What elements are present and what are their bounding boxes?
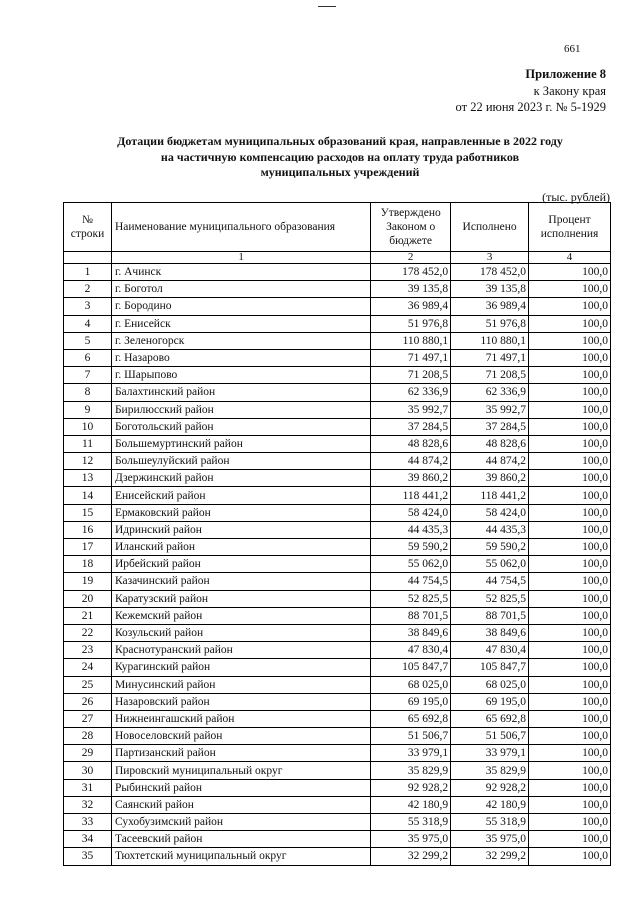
executed-amount-cell: 69 195,0	[451, 693, 529, 710]
approved-amount-cell: 47 830,4	[371, 642, 451, 659]
approved-amount-cell: 44 754,5	[371, 573, 451, 590]
annex-title: Приложение 8	[525, 67, 606, 81]
municipality-name-cell: Рыбинский район	[111, 779, 370, 796]
municipality-name-cell: Енисейский район	[111, 487, 370, 504]
approved-amount-cell: 32 299,2	[371, 848, 451, 865]
execution-percent-cell: 100,0	[529, 796, 611, 813]
approved-amount-cell: 39 860,2	[371, 470, 451, 487]
table-row	[64, 401, 611, 418]
executed-amount-cell: 48 828,6	[451, 435, 529, 452]
executed-amount-cell: 178 452,0	[451, 264, 529, 281]
executed-amount-cell: 42 180,9	[451, 796, 529, 813]
row-number-cell: 17	[64, 539, 112, 556]
table-row	[64, 298, 611, 315]
row-number-cell: 5	[64, 332, 112, 349]
row-number-cell: 3	[64, 298, 112, 315]
execution-percent-cell: 100,0	[529, 435, 611, 452]
row-number-cell: 23	[64, 642, 112, 659]
executed-amount-cell: 65 692,8	[451, 710, 529, 727]
execution-percent-cell: 100,0	[529, 539, 611, 556]
table-row	[64, 848, 611, 865]
approved-amount-cell: 33 979,1	[371, 745, 451, 762]
annex-block	[456, 66, 606, 116]
annex-line-1: к Закону края	[533, 83, 606, 98]
page-number: 661	[564, 43, 581, 55]
table-row	[64, 521, 611, 538]
approved-amount-cell: 71 497,1	[371, 349, 451, 366]
row-number-cell: 12	[64, 453, 112, 470]
approved-amount-cell: 44 874,2	[371, 453, 451, 470]
municipality-name-cell: Курагинский район	[111, 659, 370, 676]
municipality-name-cell: Минусинский район	[111, 676, 370, 693]
execution-percent-cell: 100,0	[529, 298, 611, 315]
executed-amount-cell: 55 062,0	[451, 556, 529, 573]
header-executed: Исполнено	[451, 203, 529, 252]
execution-percent-cell: 100,0	[529, 487, 611, 504]
approved-amount-cell: 48 828,6	[371, 435, 451, 452]
column-number: 3	[451, 252, 529, 264]
table-row	[64, 796, 611, 813]
executed-amount-cell: 88 701,5	[451, 607, 529, 624]
executed-amount-cell: 44 435,3	[451, 521, 529, 538]
executed-amount-cell: 35 975,0	[451, 831, 529, 848]
row-number-cell: 13	[64, 470, 112, 487]
table-header-row	[64, 203, 611, 252]
table-row	[64, 264, 611, 281]
table-row	[64, 693, 611, 710]
row-number-cell: 32	[64, 796, 112, 813]
table-row	[64, 624, 611, 641]
execution-percent-cell: 100,0	[529, 762, 611, 779]
document-title-line-1: Дотации бюджетам муниципальных образований края, направленные в 2022 году	[117, 134, 563, 148]
table-row	[64, 590, 611, 607]
execution-percent-cell: 100,0	[529, 401, 611, 418]
executed-amount-cell: 105 847,7	[451, 659, 529, 676]
municipality-name-cell: г. Назарово	[111, 349, 370, 366]
table-row	[64, 435, 611, 452]
approved-amount-cell: 38 849,6	[371, 624, 451, 641]
approved-amount-cell: 39 135,8	[371, 281, 451, 298]
document-title	[60, 134, 620, 181]
execution-percent-cell: 100,0	[529, 281, 611, 298]
executed-amount-cell: 55 318,9	[451, 814, 529, 831]
execution-percent-cell: 100,0	[529, 624, 611, 641]
header-percent: Процент исполнения	[529, 203, 611, 252]
municipality-name-cell: Новоселовский район	[111, 728, 370, 745]
row-number-cell: 2	[64, 281, 112, 298]
executed-amount-cell: 33 979,1	[451, 745, 529, 762]
row-number-cell: 30	[64, 762, 112, 779]
municipality-name-cell: Кежемский район	[111, 607, 370, 624]
header-approved: Утверждено Законом о бюджете	[371, 203, 451, 252]
municipality-name-cell: Пировский муниципальный округ	[111, 762, 370, 779]
row-number-cell: 14	[64, 487, 112, 504]
executed-amount-cell: 110 880,1	[451, 332, 529, 349]
table-row	[64, 710, 611, 727]
execution-percent-cell: 100,0	[529, 504, 611, 521]
column-number: 2	[371, 252, 451, 264]
approved-amount-cell: 58 424,0	[371, 504, 451, 521]
table-row	[64, 745, 611, 762]
executed-amount-cell: 51 506,7	[451, 728, 529, 745]
execution-percent-cell: 100,0	[529, 418, 611, 435]
municipality-name-cell: Идринский район	[111, 521, 370, 538]
municipality-name-cell: Саянский район	[111, 796, 370, 813]
approved-amount-cell: 62 336,9	[371, 384, 451, 401]
executed-amount-cell: 71 208,5	[451, 367, 529, 384]
table-row	[64, 539, 611, 556]
execution-percent-cell: 100,0	[529, 315, 611, 332]
header-row-no: № строки	[64, 203, 112, 252]
executed-amount-cell: 59 590,2	[451, 539, 529, 556]
row-number-cell: 1	[64, 264, 112, 281]
table-row	[64, 814, 611, 831]
approved-amount-cell: 52 825,5	[371, 590, 451, 607]
executed-amount-cell: 39 135,8	[451, 281, 529, 298]
municipality-name-cell: Балахтинский район	[111, 384, 370, 401]
column-number	[64, 252, 112, 264]
execution-percent-cell: 100,0	[529, 607, 611, 624]
table-row	[64, 470, 611, 487]
row-number-cell: 35	[64, 848, 112, 865]
row-number-cell: 20	[64, 590, 112, 607]
row-number-cell: 28	[64, 728, 112, 745]
executed-amount-cell: 32 299,2	[451, 848, 529, 865]
table-row	[64, 556, 611, 573]
table-row	[64, 367, 611, 384]
execution-percent-cell: 100,0	[529, 556, 611, 573]
document-title-line-3: муниципальных учреждений	[260, 165, 420, 179]
municipality-name-cell: Большеулуйский район	[111, 453, 370, 470]
table-row	[64, 642, 611, 659]
table-row	[64, 504, 611, 521]
execution-percent-cell: 100,0	[529, 384, 611, 401]
approved-amount-cell: 88 701,5	[371, 607, 451, 624]
municipality-name-cell: Краснотуранский район	[111, 642, 370, 659]
municipality-name-cell: Казачинский район	[111, 573, 370, 590]
executed-amount-cell: 52 825,5	[451, 590, 529, 607]
approved-amount-cell: 51 976,8	[371, 315, 451, 332]
row-number-cell: 11	[64, 435, 112, 452]
approved-amount-cell: 110 880,1	[371, 332, 451, 349]
executed-amount-cell: 44 754,5	[451, 573, 529, 590]
approved-amount-cell: 35 992,7	[371, 401, 451, 418]
approved-amount-cell: 59 590,2	[371, 539, 451, 556]
municipality-name-cell: г. Зеленогорск	[111, 332, 370, 349]
municipality-name-cell: г. Енисейск	[111, 315, 370, 332]
execution-percent-cell: 100,0	[529, 745, 611, 762]
municipality-name-cell: Иланский район	[111, 539, 370, 556]
executed-amount-cell: 71 497,1	[451, 349, 529, 366]
table-row	[64, 659, 611, 676]
table-row	[64, 607, 611, 624]
row-number-cell: 26	[64, 693, 112, 710]
table-row	[64, 332, 611, 349]
municipality-name-cell: Тасеевский район	[111, 831, 370, 848]
table-row	[64, 573, 611, 590]
execution-percent-cell: 100,0	[529, 728, 611, 745]
execution-percent-cell: 100,0	[529, 710, 611, 727]
execution-percent-cell: 100,0	[529, 659, 611, 676]
document-title-line-2: на частичную компенсацию расходов на оплату труда работников	[160, 149, 520, 164]
row-number-cell: 4	[64, 315, 112, 332]
executed-amount-cell: 38 849,6	[451, 624, 529, 641]
municipality-name-cell: Нижнеингашский район	[111, 710, 370, 727]
units-label: (тыс. рублей)	[542, 190, 610, 204]
execution-percent-cell: 100,0	[529, 831, 611, 848]
table-row	[64, 453, 611, 470]
executed-amount-cell: 62 336,9	[451, 384, 529, 401]
municipality-name-cell: Дзержинский район	[111, 470, 370, 487]
approved-amount-cell: 178 452,0	[371, 264, 451, 281]
row-number-cell: 29	[64, 745, 112, 762]
row-number-cell: 15	[64, 504, 112, 521]
table-row	[64, 487, 611, 504]
execution-percent-cell: 100,0	[529, 264, 611, 281]
column-number: 1	[111, 252, 370, 264]
municipality-name-cell: Назаровский район	[111, 693, 370, 710]
approved-amount-cell: 55 318,9	[371, 814, 451, 831]
row-number-cell: 8	[64, 384, 112, 401]
table-row	[64, 676, 611, 693]
table-row	[64, 418, 611, 435]
row-number-cell: 6	[64, 349, 112, 366]
table-row	[64, 349, 611, 366]
row-number-cell: 16	[64, 521, 112, 538]
table-row	[64, 384, 611, 401]
table-row	[64, 762, 611, 779]
municipality-name-cell: г. Боготол	[111, 281, 370, 298]
row-number-cell: 18	[64, 556, 112, 573]
row-number-cell: 34	[64, 831, 112, 848]
approved-amount-cell: 105 847,7	[371, 659, 451, 676]
executed-amount-cell: 35 829,9	[451, 762, 529, 779]
executed-amount-cell: 39 860,2	[451, 470, 529, 487]
executed-amount-cell: 47 830,4	[451, 642, 529, 659]
row-number-cell: 27	[64, 710, 112, 727]
execution-percent-cell: 100,0	[529, 693, 611, 710]
municipality-name-cell: Ермаковский район	[111, 504, 370, 521]
table-row	[64, 779, 611, 796]
municipality-name-cell: г. Ачинск	[111, 264, 370, 281]
approved-amount-cell: 35 975,0	[371, 831, 451, 848]
row-number-cell: 22	[64, 624, 112, 641]
approved-amount-cell: 51 506,7	[371, 728, 451, 745]
column-number: 4	[529, 252, 611, 264]
municipality-name-cell: г. Бородино	[111, 298, 370, 315]
annex-line-2: от 22 июня 2023 г. № 5-1929	[455, 100, 606, 114]
table-row	[64, 281, 611, 298]
approved-amount-cell: 69 195,0	[371, 693, 451, 710]
approved-amount-cell: 55 062,0	[371, 556, 451, 573]
municipality-name-cell: Боготольский район	[111, 418, 370, 435]
execution-percent-cell: 100,0	[529, 349, 611, 366]
execution-percent-cell: 100,0	[529, 848, 611, 865]
top-dash-mark	[318, 6, 336, 7]
execution-percent-cell: 100,0	[529, 521, 611, 538]
municipality-name-cell: Тюхтетский муниципальный округ	[111, 848, 370, 865]
approved-amount-cell: 92 928,2	[371, 779, 451, 796]
execution-percent-cell: 100,0	[529, 332, 611, 349]
approved-amount-cell: 68 025,0	[371, 676, 451, 693]
execution-percent-cell: 100,0	[529, 590, 611, 607]
table-body	[64, 264, 611, 866]
row-number-cell: 25	[64, 676, 112, 693]
table-row	[64, 728, 611, 745]
header-name: Наименование муниципального образования	[111, 203, 370, 252]
executed-amount-cell: 58 424,0	[451, 504, 529, 521]
municipality-name-cell: Бирилюсский район	[111, 401, 370, 418]
execution-percent-cell: 100,0	[529, 642, 611, 659]
execution-percent-cell: 100,0	[529, 470, 611, 487]
approved-amount-cell: 37 284,5	[371, 418, 451, 435]
row-number-cell: 10	[64, 418, 112, 435]
executed-amount-cell: 92 928,2	[451, 779, 529, 796]
municipality-name-cell: Ирбейский район	[111, 556, 370, 573]
approved-amount-cell: 42 180,9	[371, 796, 451, 813]
executed-amount-cell: 68 025,0	[451, 676, 529, 693]
execution-percent-cell: 100,0	[529, 779, 611, 796]
table-row	[64, 831, 611, 848]
row-number-cell: 9	[64, 401, 112, 418]
execution-percent-cell: 100,0	[529, 367, 611, 384]
row-number-cell: 33	[64, 814, 112, 831]
municipality-name-cell: Большемуртинский район	[111, 435, 370, 452]
executed-amount-cell: 36 989,4	[451, 298, 529, 315]
municipality-name-cell: Сухобузимский район	[111, 814, 370, 831]
approved-amount-cell: 118 441,2	[371, 487, 451, 504]
row-number-cell: 7	[64, 367, 112, 384]
approved-amount-cell: 35 829,9	[371, 762, 451, 779]
row-number-cell: 31	[64, 779, 112, 796]
table-row	[64, 315, 611, 332]
municipality-name-cell: Каратузский район	[111, 590, 370, 607]
executed-amount-cell: 51 976,8	[451, 315, 529, 332]
municipality-name-cell: Партизанский район	[111, 745, 370, 762]
row-number-cell: 21	[64, 607, 112, 624]
execution-percent-cell: 100,0	[529, 814, 611, 831]
execution-percent-cell: 100,0	[529, 676, 611, 693]
row-number-cell: 19	[64, 573, 112, 590]
executed-amount-cell: 118 441,2	[451, 487, 529, 504]
executed-amount-cell: 35 992,7	[451, 401, 529, 418]
subsidies-table	[63, 202, 611, 866]
row-number-cell: 24	[64, 659, 112, 676]
execution-percent-cell: 100,0	[529, 453, 611, 470]
execution-percent-cell: 100,0	[529, 573, 611, 590]
approved-amount-cell: 44 435,3	[371, 521, 451, 538]
municipality-name-cell: г. Шарыпово	[111, 367, 370, 384]
approved-amount-cell: 36 989,4	[371, 298, 451, 315]
municipality-name-cell: Козульский район	[111, 624, 370, 641]
executed-amount-cell: 44 874,2	[451, 453, 529, 470]
approved-amount-cell: 65 692,8	[371, 710, 451, 727]
approved-amount-cell: 71 208,5	[371, 367, 451, 384]
executed-amount-cell: 37 284,5	[451, 418, 529, 435]
column-numbers-row	[64, 252, 611, 264]
